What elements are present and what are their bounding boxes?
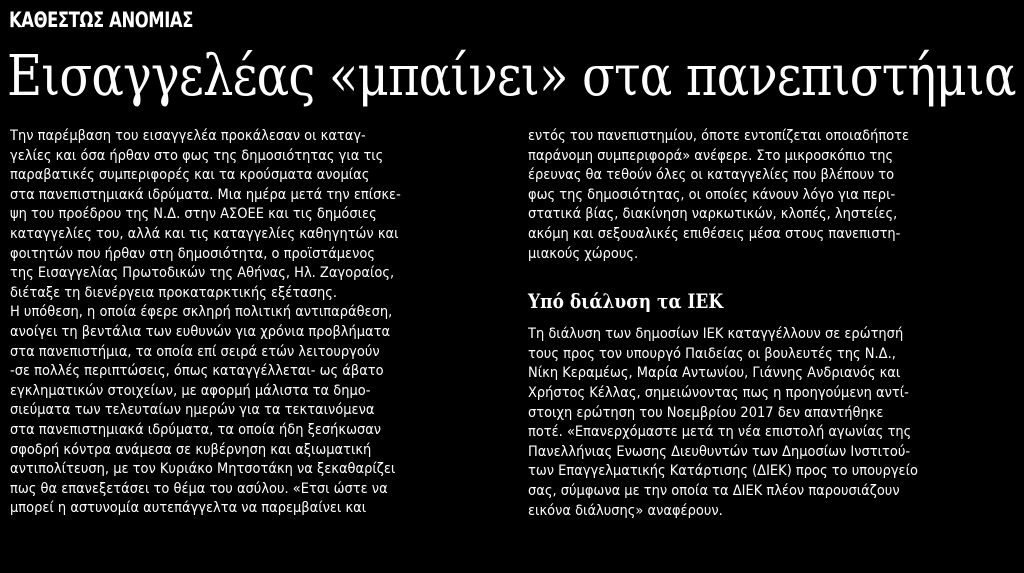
text-line: Η υπόθεση, η οποία έφερε σκληρή πολιτική αντιπαράθεση, [10, 304, 393, 321]
text-line: στα πανεπιστήμια, τα οποία επί σειρά ετών λειτουργούν [10, 343, 380, 360]
text-line: σας, σύμφωνα με την οποία τα ΔΙΕΚ πλέον παρουσιάζουν [528, 482, 900, 499]
text-line: πως θα επανεξετάσει το θέμα του ασύλου. «Ετσι ώστε να [10, 480, 388, 497]
text-line: των Επαγγελματικής Κατάρτισης (ΔΙΕΚ) προς το υπουργείο [528, 463, 918, 480]
text-line: στα πανεπιστημιακά ιδρύματα, τα οποία ήδη ξεσήκωσαν [10, 421, 382, 438]
text-line: εντός του πανεπιστημίου, όποτε εντοπίζεται οποιαδήποτε [528, 128, 910, 144]
text-line: ποτέ. «Επανερχόμαστε μετά τη νέα επιστολή αγωνίας της [528, 424, 912, 441]
text-line: τους προς τον υπουργό Παιδείας οι βουλευτές της Ν.Δ., [528, 345, 896, 362]
article-column-left [10, 127, 498, 519]
section-subheading: Υπό διάλυση τα ΙΕΚ [528, 289, 724, 314]
text-line: φοιτητών που ήρθαν στη δημοσιότητα, ο προϊστάμενος [10, 245, 375, 262]
text-line: έρευνας θα τεθούν όλες οι καταγγελίες που βλέπουν το [528, 167, 895, 184]
text-line: στα πανεπιστημιακά ιδρύματα. Μια ημέρα μετά την επίσκε- [10, 186, 401, 203]
text-line: της Εισαγγελίας Πρωτοδικών της Αθήνας, Ηλ. Ζαγοραίος, [10, 265, 395, 282]
text-line: παραβατικές συμπεριφορές και τα κρούσματα ανομίας [10, 167, 370, 184]
text-line: μιακούς χώρους. [528, 245, 639, 262]
text-line: φως της δημοσιότητας, οι οποίες κάνουν λόγο για περι- [528, 186, 896, 203]
text-line: παράνομη συμπεριφορά» ανέφερε. Στο μικροσκόπιο της [528, 147, 894, 164]
text-line: εγκληματικών στοιχείων, με αφορμή μάλιστα τα δημο- [10, 382, 371, 399]
text-line: καταγγελίες του, αλλά και τις καταγγελίες καθηγητών και [10, 225, 399, 242]
text-line: ανοίγει τη βεντάλια των ευθυνών για χρόνια προβλήματα [10, 323, 391, 340]
text-line: στατικά βίας, διακίνηση ναρκωτικών, κλοπές, ληστείες, [528, 206, 898, 223]
text-line: Πανελλήνιας Ενωσης Διευθυντών των Δημοσίων Ινστιτού- [528, 443, 911, 460]
section-kicker: ΚΑΘΕΣΤΩΣ ΑΝΟΜΙΑΣ [9, 8, 193, 32]
text-line: Νίκη Κεραμέως, Μαρία Αντωνίου, Γιάννης Ανδριανός και [528, 365, 901, 382]
text-line: Τη διάλυση των δημοσίων ΙΕΚ καταγγέλλουν σε ερώτησή [528, 326, 904, 343]
text-line: αντιπολίτευση, με τον Κυριάκο Μητσοτάκη να ξεκαθαρίζει [10, 461, 396, 478]
article-column-right [528, 127, 1016, 521]
text-line: γελίες και όσα ήρθαν στο φως της δημοσιότητας για τις [10, 147, 384, 164]
text-line: Χρήστος Κέλλας, σημειώνοντας πως η προηγούμενη αντί- [528, 384, 909, 401]
text-line: διέταξε τη διενέργεια προκαταρκτικής εξέτασης. [10, 284, 338, 301]
text-line: εικόνα διάλυσης» αναφέρουν. [528, 502, 723, 519]
text-line: ψη του προέδρου της Ν.Δ. στην ΑΣΟΕΕ και τις δημόσιες [10, 206, 377, 223]
article-headline: Εισαγγελέας «μπαίνει» στα πανεπιστήμια [7, 44, 1016, 109]
text-line: στοιχη ερώτηση του Νοεμβρίου 2017 δεν απαντήθηκε [528, 404, 884, 421]
text-line: σιεύματα των τελευταίων ημερών για τα τεκταινόμενα [10, 402, 375, 419]
text-line: μπορεί η αστυνομία αυτεπάγγελτα να παρεμβαίνει και [10, 500, 367, 517]
text-line: Την παρέμβαση του εισαγγελέα προκάλεσαν οι καταγ- [10, 128, 366, 144]
text-line: -σε πολλές περιπτώσεις, όπως καταγγέλλεται- ως άβατο [10, 363, 384, 380]
text-line: σφοδρή κόντρα ανάμεσα σε κυβέρνηση και αξιωματική [10, 441, 372, 458]
text-line: ακόμη και σεξουαλικές επιθέσεις μέσα στους πανεπιστη- [528, 225, 901, 242]
